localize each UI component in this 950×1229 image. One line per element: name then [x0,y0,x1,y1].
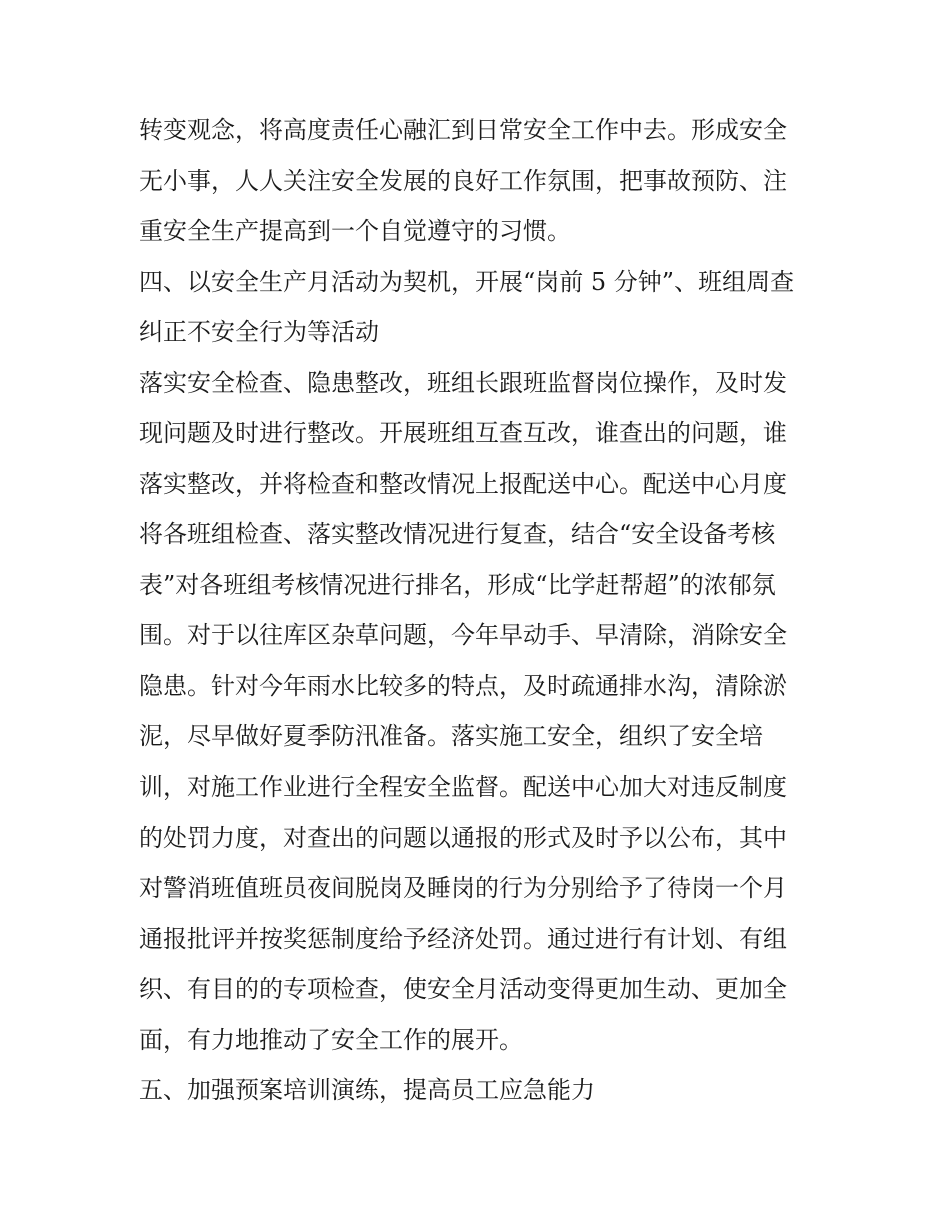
text-line: 训，对施工作业进行全程安全监督。配送中心加大对违反制度 [139,773,787,801]
text-line: 转变观念，将高度责任心融汇到日常安全工作中去。形成安全 [139,116,787,144]
text-line: 落实安全检查、隐患整改，班组长跟班监督岗位操作，及时发 [139,369,787,397]
text-line: 将各班组检查、落实整改情况进行复查，结合“安全设备考核 [139,520,776,548]
text-line: 隐患。针对今年雨水比较多的特点，及时疏通排水沟，清除淤 [139,672,787,700]
text-line: 重安全生产提高到一个自觉遵守的习惯。 [139,217,571,245]
text-line: 对警消班值班员夜间脱岗及睡岗的行为分别给予了待岗一个月 [139,874,787,902]
text-line: 通报批评并按奖惩制度给予经济处罚。通过进行有计划、有组 [139,925,787,953]
text-line: 现问题及时进行整改。开展班组互查互改，谁查出的问题，谁 [139,419,787,447]
section-heading: 纠正不安全行为等活动 [139,318,379,346]
text-line: 面，有力地推动了安全工作的展开。 [139,1026,523,1054]
section-heading: 五、加强预案培训演练，提高员工应急能力 [139,1076,595,1104]
text-line: 织、有目的的专项检查，使安全月活动变得更加生动、更加全 [139,975,787,1003]
text-line: 落实整改，并将检查和整改情况上报配送中心。配送中心月度 [139,470,787,498]
text-line: 表”对各班组考核情况进行排名，形成“比学赶帮超”的浓郁氛 [139,571,776,599]
text-line: 无小事，人人关注安全发展的良好工作氛围，把事故预防、注 [139,167,787,195]
text-line: 的处罚力度，对查出的问题以通报的形式及时予以公布，其中 [139,824,787,852]
section-heading: 四、以安全生产月活动为契机，开展“岗前 5 分钟”、班组周查 [139,268,795,296]
text-line: 围。对于以往库区杂草问题，今年早动手、早清除，消除安全 [139,621,787,649]
text-line: 泥，尽早做好夏季防汛准备。落实施工安全，组织了安全培 [139,722,763,750]
